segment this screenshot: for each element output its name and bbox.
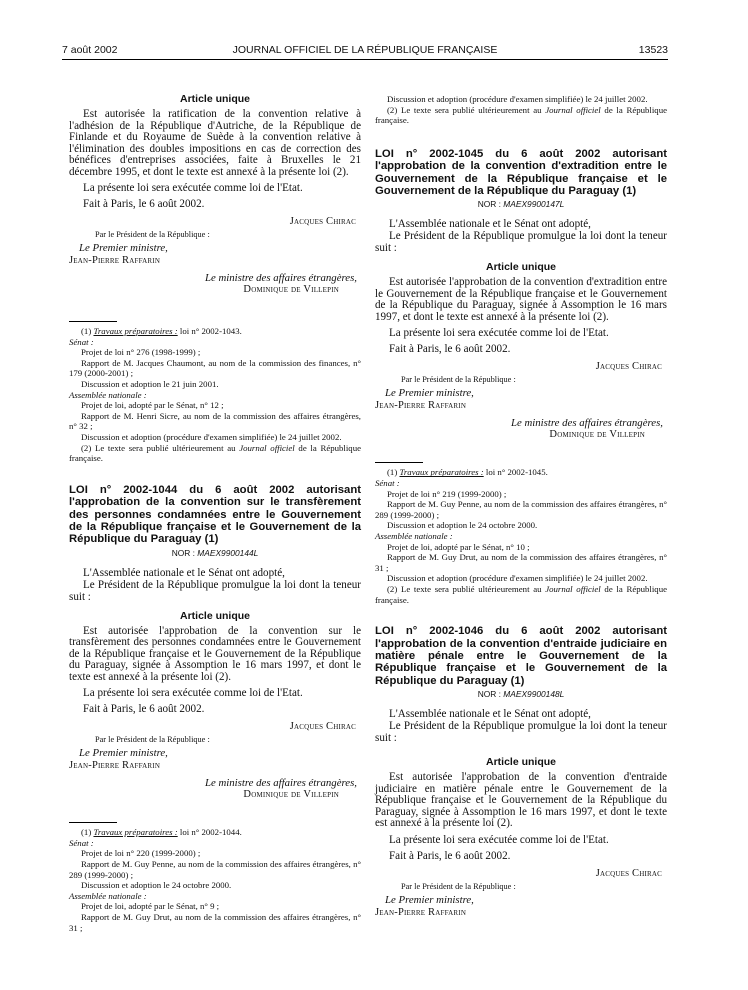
prime-minister-title: Le Premier ministre,	[385, 387, 474, 400]
president-signature: Jacques Chirac	[289, 216, 356, 227]
journal-officiel: Journal officiel	[545, 104, 601, 115]
header-rule	[62, 59, 668, 60]
footnote-line: Discussion et adoption (procédure d'examen simplifiée) le 24 juillet 2002.	[387, 573, 648, 584]
note2-text: (2) Le texte sera publié ultérieurement au	[387, 583, 542, 594]
travaux-label: Travaux préparatoires :	[93, 827, 178, 838]
nor-code: MAEX9900144L	[197, 547, 259, 558]
footnote-line: Projet de loi, adopté par le Sénat, n° 10 ;	[387, 541, 530, 552]
adoption-clause: L'Assemblée nationale et le Sénat ont adopté,	[389, 708, 591, 721]
prime-minister-title: Le Premier ministre,	[79, 747, 168, 760]
footnote-line: Discussion et adoption le 24 octobre 2000.	[387, 520, 538, 531]
footnote-line: Rapport de M. Jacques Chaumont, au nom de la commission des finances, n° 179 (2000-2001) ;	[69, 357, 361, 379]
footnote-line: Rapport de M. Guy Penne, au nom de la commission des affaires étrangères, n° 289 (1999-2000) ;	[69, 859, 361, 880]
footnote-rule	[69, 321, 117, 322]
footnote-line: Discussion et adoption (procédure d'examen simplifiée) le 24 juillet 2002.	[387, 94, 648, 104]
travaux-label: Travaux préparatoires :	[399, 467, 484, 478]
senat-label: Sénat :	[375, 478, 400, 488]
adoption-clause: L'Assemblée nationale et le Sénat ont adopté,	[83, 566, 285, 579]
footnote-rule	[375, 462, 423, 463]
execution-clause: La présente loi sera exécutée comme loi de l'Etat.	[389, 327, 609, 340]
assemblee-label: Assemblée nationale :	[375, 530, 453, 541]
adoption-clause: L'Assemblée nationale et le Sénat ont adopté,	[389, 218, 591, 231]
footnote-line: Rapport de M. Guy Drut, au nom de la commission des affaires étrangères, n° 31 ;	[69, 912, 361, 933]
promulgation-clause: Le Président de la République promulgue la loi dont la teneur suit :	[69, 578, 361, 603]
prime-minister-title: Le Premier ministre,	[79, 242, 168, 254]
footnote-rule	[69, 822, 117, 823]
header-date: 7 août 2002	[62, 44, 118, 56]
nor-label: NOR :	[171, 547, 195, 558]
right-column	[375, 64, 667, 918]
execution-clause: La présente loi sera exécutée comme loi de l'Etat.	[389, 833, 609, 846]
article-text: Est autorisée l'approbation de la convention sur le transfèrement des personnes condamnées entre le Gouvernement de la République française et le Gouvernement de la République du Paraguay, signée à Assomption le 16 mars 1997, et dont le texte est annexé à la présente loi (2).	[69, 624, 361, 683]
nor-code: MAEX9900148L	[503, 689, 565, 700]
president-signature: Jacques Chirac	[289, 721, 356, 733]
footnotes-continued	[375, 94, 667, 126]
header-page-number: 13523	[638, 44, 668, 56]
article-heading: Article unique	[485, 756, 556, 769]
footnote-line: Discussion et adoption le 24 octobre 2000.	[81, 880, 232, 891]
article-text: Est autorisée la ratification de la convention relative à l'adhésion de la République d'Autriche, de la République de Finlande et du Royaume de Suède à la convention relative à l'élimination des doubles impositions en cas de correction des bénéfices d'entreprises associées, faite à Bruxelles le 21 décembre 1995, et dont le texte est annexé à la présente loi (2).	[69, 108, 361, 178]
note2-text: (2) Le texte sera publié ultérieurement au	[81, 442, 236, 453]
prime-minister-name: Jean-Pierre Raffarin	[375, 400, 467, 412]
note2-text-end: de la République française.	[375, 104, 668, 126]
minister-name: Dominique de Villepin	[243, 789, 339, 801]
footnote-line: Rapport de M. Guy Drut, au nom de la commission des affaires étrangères, n° 31 ;	[375, 552, 667, 573]
header-title: JOURNAL OFFICIEL DE LA RÉPUBLIQUE FRANÇAISE	[232, 44, 498, 56]
footnote-line: Rapport de M. Henri Sicre, au nom de la commission des affaires étrangères, n° 32 ;	[69, 410, 361, 432]
footnotes: (1) Travaux préparatoires : loi n° 2002-1043. Sénat : Projet de loi n° 276 (1998-1999) ; Rapport de M. Jacques Chaumont, au nom de la commission des finances, n° 179 (2000-2001) ; Discussion et adoption le 21 juin 2001. Assemblée nationale : Projet de loi, adopté par le Sénat, n° 12 ; Rapport de M. Henri Sicre, au nom de la commission des affaires étrangères, n° 32 ; Discussion et adoption (procédure d'examen simplifiée) le 24 juillet 2002. (2) Le texte sera publié ultérieurement au Journal officiel de la République française.	[69, 326, 362, 464]
promulgation-clause: Le Président de la République promulgue la loi dont la teneur suit :	[375, 230, 667, 255]
prime-minister-title: Le Premier ministre,	[385, 893, 474, 906]
minister-title: Le ministre des affaires étrangères,	[510, 417, 663, 430]
footnote-line: Projet de loi n° 220 (1999-2000) ;	[81, 848, 201, 859]
promulgation-clause: Le Président de la République promulgue la loi dont la teneur suit :	[375, 720, 667, 745]
signature-place-date: Fait à Paris, le 6 août 2002.	[389, 849, 511, 862]
assemblee-label: Assemblée nationale :	[69, 389, 147, 400]
par-president: Par le Président de la République :	[95, 230, 210, 239]
footnote-line: Projet de loi n° 219 (1999-2000) ;	[387, 488, 507, 499]
article-heading: Article unique	[485, 261, 556, 274]
nor-label: NOR :	[477, 689, 501, 700]
article-text: Est autorisée l'approbation de la convention d'entraide judiciaire en matière pénale entre le Gouvernement de la République française et le Gouvernement de la République du Paraguay, signée à Assomption le 16 mars 1997, et dont le texte est annexé à la présente loi (2).	[375, 771, 667, 830]
minister-name: Dominique de Villepin	[549, 429, 645, 441]
par-president: Par le Président de la République :	[401, 881, 516, 891]
law-title: LOI n° 2002-1045 du 6 août 2002 autorisant l'approbation de la convention d'extradition entre le Gouvernement de la République française et le Gouvernement de la République du Paraguay (1)	[375, 147, 667, 197]
nor-label: NOR :	[477, 199, 501, 210]
left-column	[69, 64, 361, 933]
law-title: LOI n° 2002-1044 du 6 août 2002 autorisant l'approbation de la convention sur le transfèrement des personnes condamnées entre le Gouvernement de la République française et le Gouvernement de la République du Paraguay (1)	[69, 483, 361, 546]
assemblee-label: Assemblée nationale :	[69, 890, 147, 901]
footnote-line: Rapport de M. Guy Penne, au nom de la commission des affaires étrangères, n° 289 (1999-2000) ;	[375, 499, 667, 520]
footnote-line: Discussion et adoption le 21 juin 2001.	[81, 378, 219, 389]
footnote-line: Projet de loi, adopté par le Sénat, n° 12 ;	[81, 400, 224, 411]
article-text: Est autorisée l'approbation de la convention d'extradition entre le Gouvernement de la République française et le Gouvernement de la République du Paraguay, signée à Assomption le 16 mars 1997, et dont le texte est annexé à la présente loi (2).	[375, 276, 667, 323]
loi-number: loi n° 2002-1044.	[179, 827, 242, 838]
par-president: Par le Président de la République :	[95, 735, 210, 745]
execution-clause: La présente loi sera exécutée comme loi de l'Etat.	[83, 182, 303, 194]
senat-label: Sénat :	[69, 837, 94, 848]
journal-officiel: Journal officiel	[239, 442, 295, 453]
footnote-line: Discussion et adoption (procédure d'examen simplifiée) le 24 juillet 2002.	[81, 431, 342, 442]
signature-place-date: Fait à Paris, le 6 août 2002.	[389, 343, 511, 356]
minister-title: Le ministre des affaires étrangères,	[204, 272, 357, 284]
note2-text-end: de la République française.	[69, 442, 362, 464]
footnote-line: Projet de loi, adopté par le Sénat, n° 9 ;	[81, 901, 220, 912]
travaux-label: Travaux préparatoires :	[93, 326, 178, 336]
par-president: Par le Président de la République :	[401, 375, 516, 385]
page-header	[62, 44, 668, 58]
signature-place-date: Fait à Paris, le 6 août 2002.	[83, 703, 205, 716]
president-signature: Jacques Chirac	[595, 361, 662, 373]
footnotes: (1) Travaux préparatoires : loi n° 2002-1044. Sénat : Projet de loi n° 220 (1999-2000) ; Rapport de M. Guy Penne, au nom de la commission des affaires étrangères, n° 289 (1999-2000) ; Discussion et adoption le 24 octobre 2000. Assemblée nationale : Projet de loi, adopté par le Sénat, n° 9 ; Rapport de M. Guy Drut, au nom de la commission des affaires étrangères, n° 31 ;	[69, 827, 361, 933]
journal-officiel: Journal officiel	[545, 583, 601, 594]
prime-minister-name: Jean-Pierre Raffarin	[375, 906, 467, 918]
loi-number: loi n° 2002-1043.	[179, 326, 242, 336]
note2-text-end: de la République française.	[375, 583, 668, 605]
nor-code: MAEX9900147L	[503, 199, 565, 210]
prime-minister-name: Jean-Pierre Raffarin	[69, 255, 161, 266]
footnote-line: Projet de loi n° 276 (1998-1999) ;	[81, 347, 201, 358]
article-heading: Article unique	[179, 609, 250, 622]
execution-clause: La présente loi sera exécutée comme loi de l'Etat.	[83, 687, 303, 700]
minister-title: Le ministre des affaires étrangères,	[204, 777, 357, 790]
law-title: LOI n° 2002-1046 du 6 août 2002 autorisant l'approbation de la convention d'entraide judiciaire en matière pénale entre le Gouvernement de la République française et le Gouvernement de la République du Paraguay (1)	[375, 625, 667, 687]
minister-name: Dominique de Villepin	[243, 284, 339, 295]
president-signature: Jacques Chirac	[595, 867, 662, 879]
loi-number: loi n° 2002-1045.	[485, 467, 548, 478]
note2-text: (2) Le texte sera publié ultérieurement au	[387, 104, 542, 115]
signature-place-date: Fait à Paris, le 6 août 2002.	[83, 198, 205, 210]
article-heading: Article unique	[179, 93, 250, 105]
prime-minister-name: Jean-Pierre Raffarin	[69, 760, 161, 772]
senat-label: Sénat :	[69, 336, 94, 347]
footnotes: (1) Travaux préparatoires : loi n° 2002-1045. Sénat : Projet de loi n° 219 (1999-2000) ; Rapport de M. Guy Penne, au nom de la commission des affaires étrangères, n° 289 (1999-2000) ; Discussion et adoption le 24 octobre 2000. Assemblée nationale : Projet de loi, adopté par le Sénat, n° 10 ; Rapport de M. Guy Drut, au nom de la commission des affaires étrangères, n° 31 ; Discussion et adoption (procédure d'examen simplifiée) le 24 juillet 2002. (2) Le texte sera publié ultérieurement au Journal officiel de la République française.	[375, 467, 668, 605]
